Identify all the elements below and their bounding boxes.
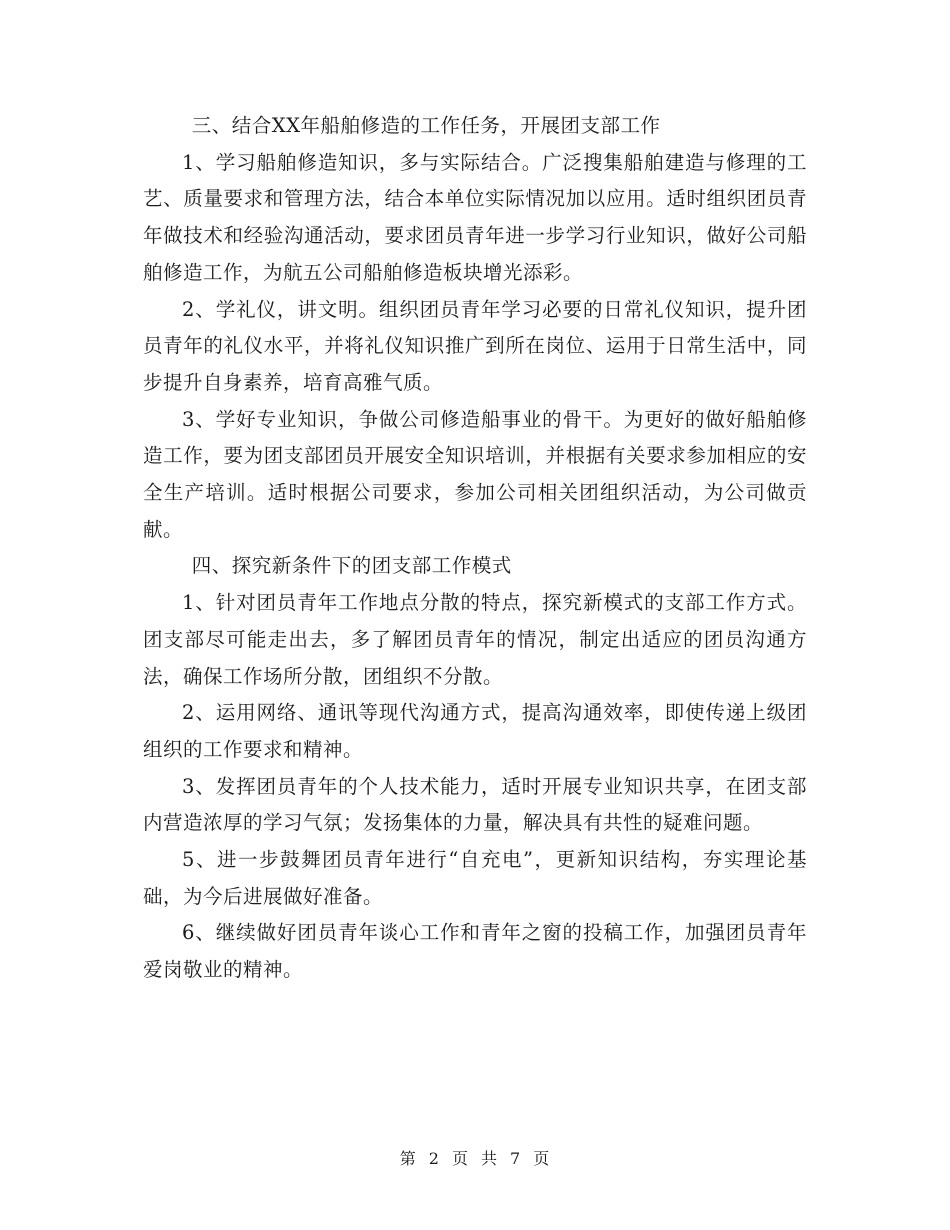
footer-prefix: 第: [399, 1149, 417, 1168]
paragraph-4-5: 5、进一步鼓舞团员青年进行“自充电”，更新知识结构，夯实理论基础，为今后进展做好准备。: [143, 848, 807, 908]
paragraph-4-1: 1、针对团员青年工作地点分散的特点，探究新模式的支部工作方式。团支部尽可能走出去，多了解团员青年的情况，制定出适应的团员沟通方法，确保工作场所分散，团组织不分散。: [143, 591, 807, 688]
paragraph-4-6: 6、继续做好团员青年谈心工作和青年之窗的投稿工作，加强团员青年爱岗敬业的精神。: [143, 921, 807, 982]
document-body: [143, 108, 807, 989]
paragraph-3-2: 2、学礼仪，讲文明。组织团员青年学习必要的日常礼仪知识，提升团员青年的礼仪水平，并将礼仪知识推广到所在岗位、运用于日常生活中，同步提升自身素养，培育高雅气质。: [143, 297, 807, 394]
footer-total-pages: 7: [510, 1149, 522, 1168]
paragraph-4-3: 3、发挥团员青年的个人技术能力，适时开展专业知识共享，在团支部内营造浓厚的学习气氛；发扬集体的力量，解决具有共性的疑难问题。: [143, 774, 807, 835]
section-heading-3: 三、结合XX年船舶修造的工作任务，开展团支部工作: [191, 114, 661, 137]
paragraph-3-3: 3、学好专业知识，争做公司修造船事业的骨干。为更好的做好船舶修造工作，要为团支部团员开展安全知识培训，并根据有关要求参加相应的安全生产培训。适时根据公司要求，参加公司相关团组织活动，为公司做贡献。: [143, 407, 807, 541]
paragraph-3-1: 1、学习船舶修造知识，多与实际结合。广泛搜集船舶建造与修理的工艺、质量要求和管理方法，结合本单位实际情况加以应用。适时组织团员青年做技术和经验沟通活动，要求团员青年进一步学习行业知识，做好公司船舶修造工作，为航五公司船舶修造板块增光添彩。: [143, 150, 807, 284]
paragraph-4-2: 2、运用网络、通讯等现代沟通方式，提高沟通效率，即使传递上级团组织的工作要求和精神。: [143, 701, 807, 761]
footer-total-label: 共: [481, 1149, 499, 1168]
page-footer: [0, 1146, 950, 1169]
footer-current-page: 2: [428, 1149, 440, 1168]
footer-page-unit: 页: [451, 1149, 469, 1168]
footer-total-unit: 页: [533, 1149, 551, 1168]
section-heading-4: 四、探究新条件下的团支部工作模式: [191, 554, 512, 578]
